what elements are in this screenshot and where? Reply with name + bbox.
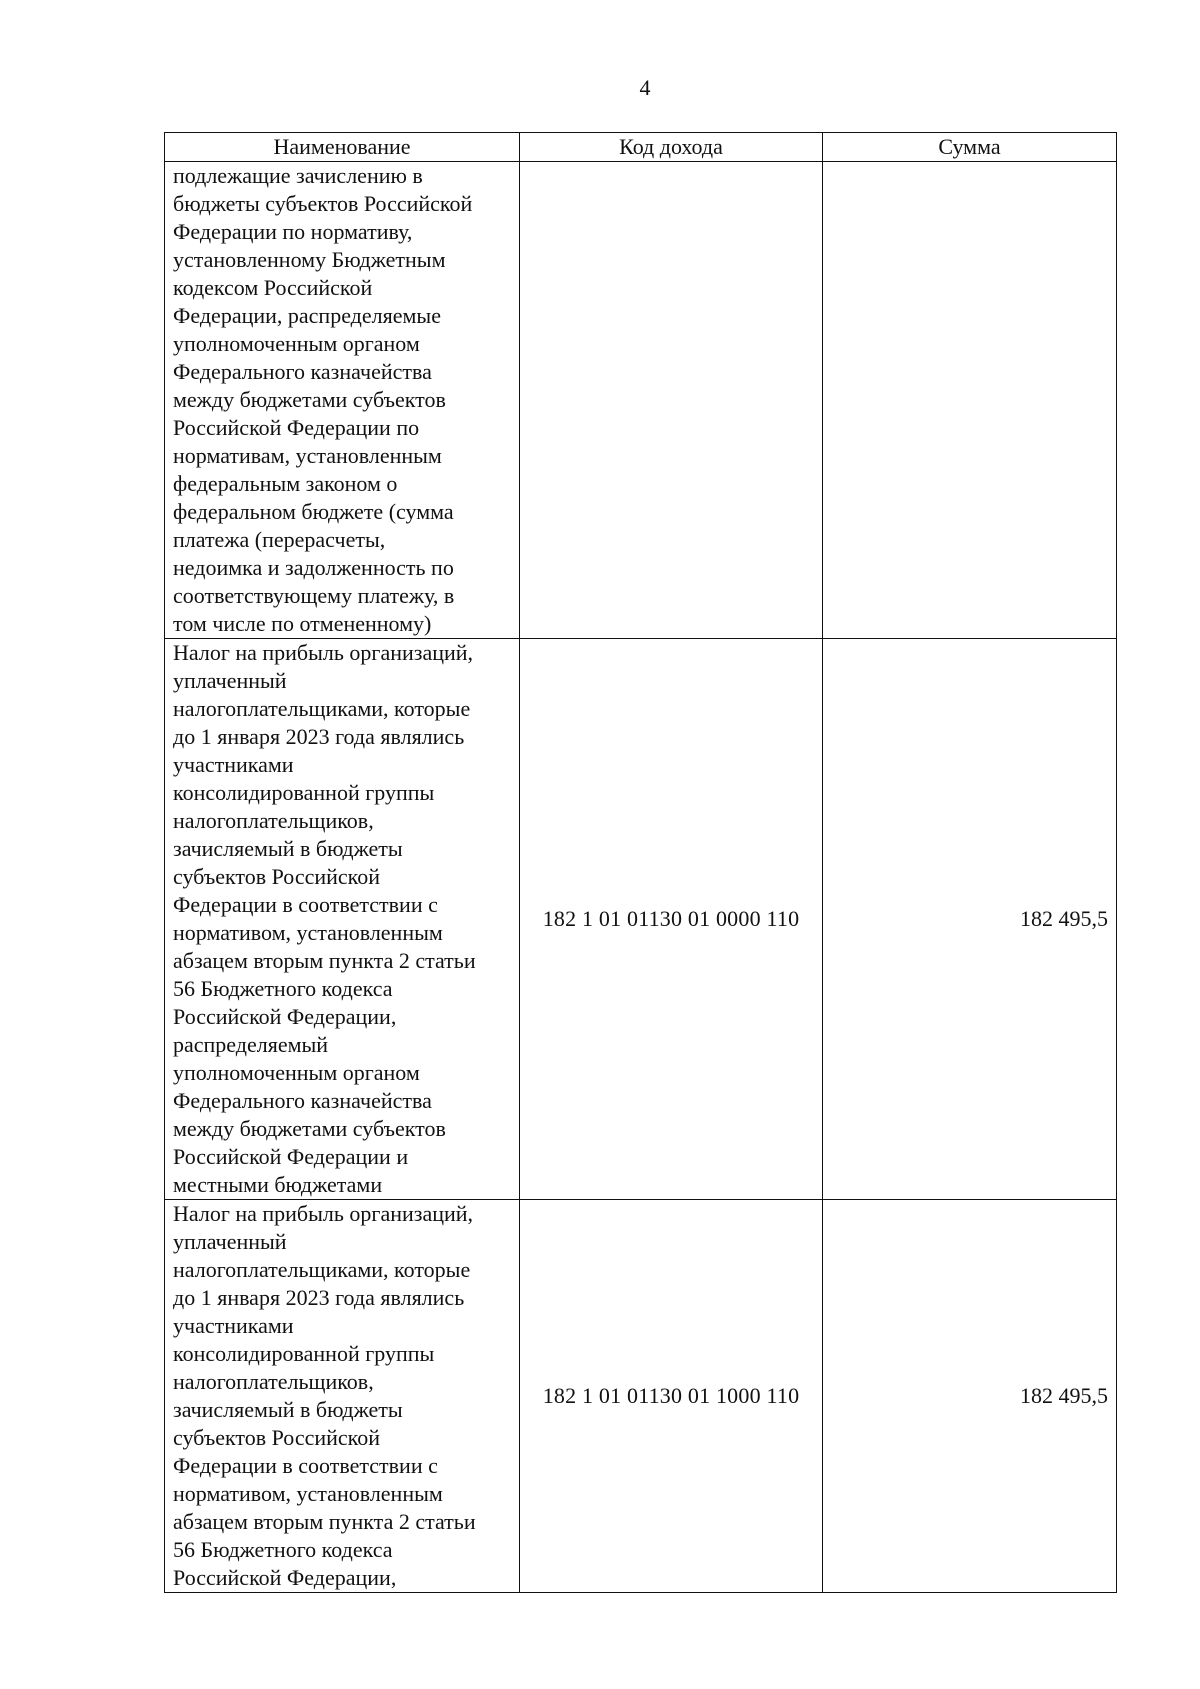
name-line: участниками xyxy=(173,1313,294,1338)
cell-sum: 182 495,5 xyxy=(823,639,1117,1200)
cell-sum: 182 495,5 xyxy=(823,1200,1117,1593)
name-line: установленному Бюджетным xyxy=(173,247,446,272)
name-line: между бюджетами субъектов xyxy=(173,387,446,412)
header-sum: Сумма xyxy=(823,133,1117,162)
name-line: нормативом, установленным xyxy=(173,1481,443,1506)
table-row xyxy=(165,162,1117,639)
cell-name xyxy=(165,1200,520,1593)
name-line: между бюджетами субъектов xyxy=(173,1116,446,1141)
cell-code: 182 1 01 01130 01 1000 110 xyxy=(520,1200,823,1593)
header-code: Код дохода xyxy=(520,133,823,162)
name-line: нормативам, установленным xyxy=(173,443,442,468)
name-line: до 1 января 2023 года являлись xyxy=(173,1285,465,1310)
name-line: Федерального казначейства xyxy=(173,1088,432,1113)
table-row xyxy=(165,1200,1117,1593)
name-line: бюджеты субъектов Российской xyxy=(173,191,473,216)
name-line: кодексом Российской xyxy=(173,275,373,300)
cell-code xyxy=(520,162,823,639)
cell-code: 182 1 01 01130 01 0000 110 xyxy=(520,639,823,1200)
table-body xyxy=(165,162,1117,1593)
name-line: Федерации в соответствии с xyxy=(173,1453,438,1478)
name-line: 56 Бюджетного кодекса xyxy=(173,1537,393,1562)
name-line: недоимка и задолженность по xyxy=(173,555,454,580)
name-line: нормативом, установленным xyxy=(173,920,443,945)
name-line: налогоплательщиками, которые xyxy=(173,1257,471,1282)
name-line: Федерации, распределяемые xyxy=(173,303,441,328)
name-line: Налог на прибыль организаций, xyxy=(173,1201,474,1226)
name-line: подлежащие зачислению в xyxy=(173,163,423,188)
name-line: Российской Федерации по xyxy=(173,415,420,440)
name-line: Российской Федерации, xyxy=(173,1004,397,1029)
name-line: зачисляемый в бюджеты xyxy=(173,1397,403,1422)
name-line: распределяемый xyxy=(173,1032,329,1057)
name-line: Федерации по нормативу, xyxy=(173,219,413,244)
table-row xyxy=(165,639,1117,1200)
name-line: платежа (перерасчеты, xyxy=(173,527,386,552)
name-line: зачисляемый в бюджеты xyxy=(173,836,403,861)
name-line: Федерации в соответствии с xyxy=(173,892,438,917)
name-line: местными бюджетами xyxy=(173,1172,383,1197)
name-line: налогоплательщиками, которые xyxy=(173,696,471,721)
name-line: Российской Федерации и xyxy=(173,1144,409,1169)
header-name: Наименование xyxy=(165,133,520,162)
name-line: Российской Федерации, xyxy=(173,1565,397,1590)
name-line: Налог на прибыль организаций, xyxy=(173,640,474,665)
cell-name xyxy=(165,162,520,639)
name-line: субъектов Российской xyxy=(173,1425,381,1450)
name-line: абзацем вторым пункта 2 статьи xyxy=(173,948,476,973)
name-line: уполномоченным органом xyxy=(173,1060,420,1085)
name-line: уплаченный xyxy=(173,668,287,693)
name-line: федеральном бюджете (сумма xyxy=(173,499,454,524)
name-line: 56 Бюджетного кодекса xyxy=(173,976,393,1001)
name-line: налогоплательщиков, xyxy=(173,808,374,833)
name-line: соответствующему платежу, в xyxy=(173,583,455,608)
name-line: федеральным законом о xyxy=(173,471,398,496)
revenue-table xyxy=(164,132,1117,1593)
table-header-row xyxy=(165,133,1117,162)
page-number: 4 xyxy=(639,75,651,100)
cell-name xyxy=(165,639,520,1200)
name-line: субъектов Российской xyxy=(173,864,381,889)
name-line: налогоплательщиков, xyxy=(173,1369,374,1394)
name-line: до 1 января 2023 года являлись xyxy=(173,724,465,749)
name-line: уполномоченным органом xyxy=(173,331,420,356)
name-line: консолидированной группы xyxy=(173,780,435,805)
name-line: уплаченный xyxy=(173,1229,287,1254)
name-line: том числе по отмененному) xyxy=(173,611,432,636)
cell-sum xyxy=(823,162,1117,639)
name-line: Федерального казначейства xyxy=(173,359,432,384)
name-line: участниками xyxy=(173,752,294,777)
name-line: абзацем вторым пункта 2 статьи xyxy=(173,1509,476,1534)
name-line: консолидированной группы xyxy=(173,1341,435,1366)
